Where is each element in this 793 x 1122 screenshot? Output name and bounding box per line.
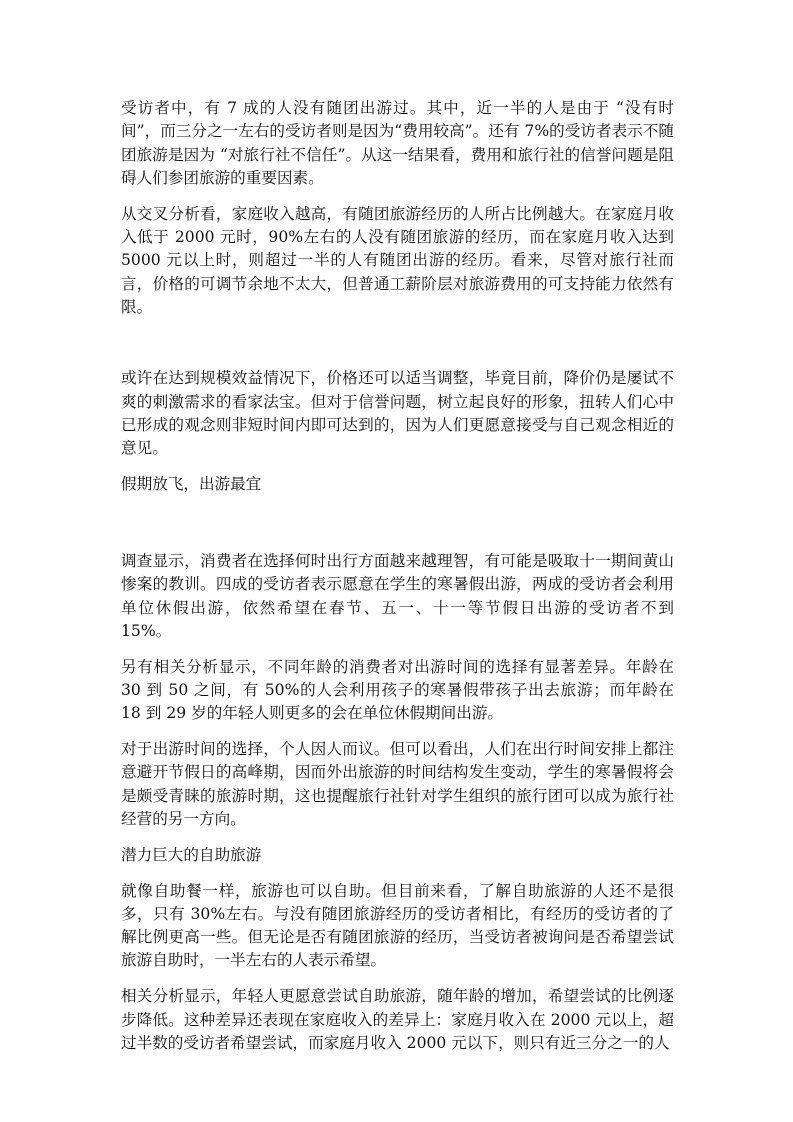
paragraph-self-guided-awareness: 就像自助餐一样，旅游也可以自助。但目前来看，了解自助旅游的人还不是很多，只有 30%左右。与没有随团旅游经历的受访者相比，有经历的受访者的了解比例更高一些。但无论是否有随团旅游的经历，当受访者被询问是否希望尝试旅游自助时，一半左右的人表示希望。	[121, 881, 674, 970]
paragraph-age-differences: 另有相关分析显示，不同年龄的消费者对出游时间的选择有显著差异。年龄在 30 到 50 之间，有 50%的人会利用孩子的寒暑假带孩子出去旅游；而年龄在 18 到 29 岁的年轻人则更多的会在单位休假期间出游。	[121, 657, 674, 723]
paragraph-income-analysis: 从交叉分析看，家庭收入越高，有随团旅游经历的人所占比例越大。在家庭月收入低于 2000 元时，90%左右的人没有随团旅游的经历，而在家庭月收入达到 5000 元以上时，则超过一半的人有随团出游的经历。看来，尽管对旅行社而言，价格的可调节余地不太大，但普通工薪阶层对旅游费用的可支持能力依然有限。	[121, 204, 674, 316]
paragraph-travel-timing-survey: 调查显示，消费者在选择何时出行方面越来越理智，有可能是吸取十一期间黄山惨案的教训。四成的受访者表示愿意在学生的寒暑假出游，两成的受访者会利用单位休假出游，依然希望在春节、五一、十一等节假日出游的受访者不到 15%。	[121, 551, 674, 640]
paragraph-price-reputation: 或许在达到规模效益情况下，价格还可以适当调整，毕竟目前，降价仍是屡试不爽的刺激需求的看家法宝。但对于信誉问题，树立起良好的形象，扭转人们心中已形成的观念则非短时间内即可达到的，因为人们更愿意接受与自己观念相近的意见。	[121, 369, 674, 458]
section-heading-holiday-travel: 假期放飞，出游最宜	[121, 475, 262, 494]
paragraph-timing-conclusion: 对于出游时间的选择，个人因人而议。但可以看出，人们在出行时间安排上都注意避开节假日的高峰期，因而外出旅游的时间结构发生变动，学生的寒暑假将会是颇受青睐的旅游时期，这也提醒旅行社针对学生组织的旅行团可以成为旅行社经营的另一方向。	[121, 740, 674, 828]
document-page	[121, 97, 674, 1068]
paragraph-self-guided-analysis: 相关分析显示，年轻人更愿意尝试自助旅游，随年龄的增加，希望尝试的比例逐步降低。这种差异还表现在家庭收入的差异上：家庭月收入在 2000 元以上，超过半数的受访者希望尝试，而家庭月收入 2000 元以下，则只有近三分之一的人	[121, 987, 674, 1052]
section-heading-self-guided-travel: 潜力巨大的自助旅游	[121, 845, 262, 864]
paragraph-group-tour-reasons: 受访者中，有 7 成的人没有随团出游过。其中，近一半的人是由于 “没有时间”，而三分之一左右的受访者则是因为“费用较高”。还有 7%的受访者表示不随团旅游是因为 “对旅行社不信任”。从这一结果看，费用和旅行社的信誉问题是阻碍人们参团旅游的重要因素。	[121, 99, 674, 187]
blank-spacer	[121, 509, 674, 550]
blank-spacer	[121, 332, 674, 368]
